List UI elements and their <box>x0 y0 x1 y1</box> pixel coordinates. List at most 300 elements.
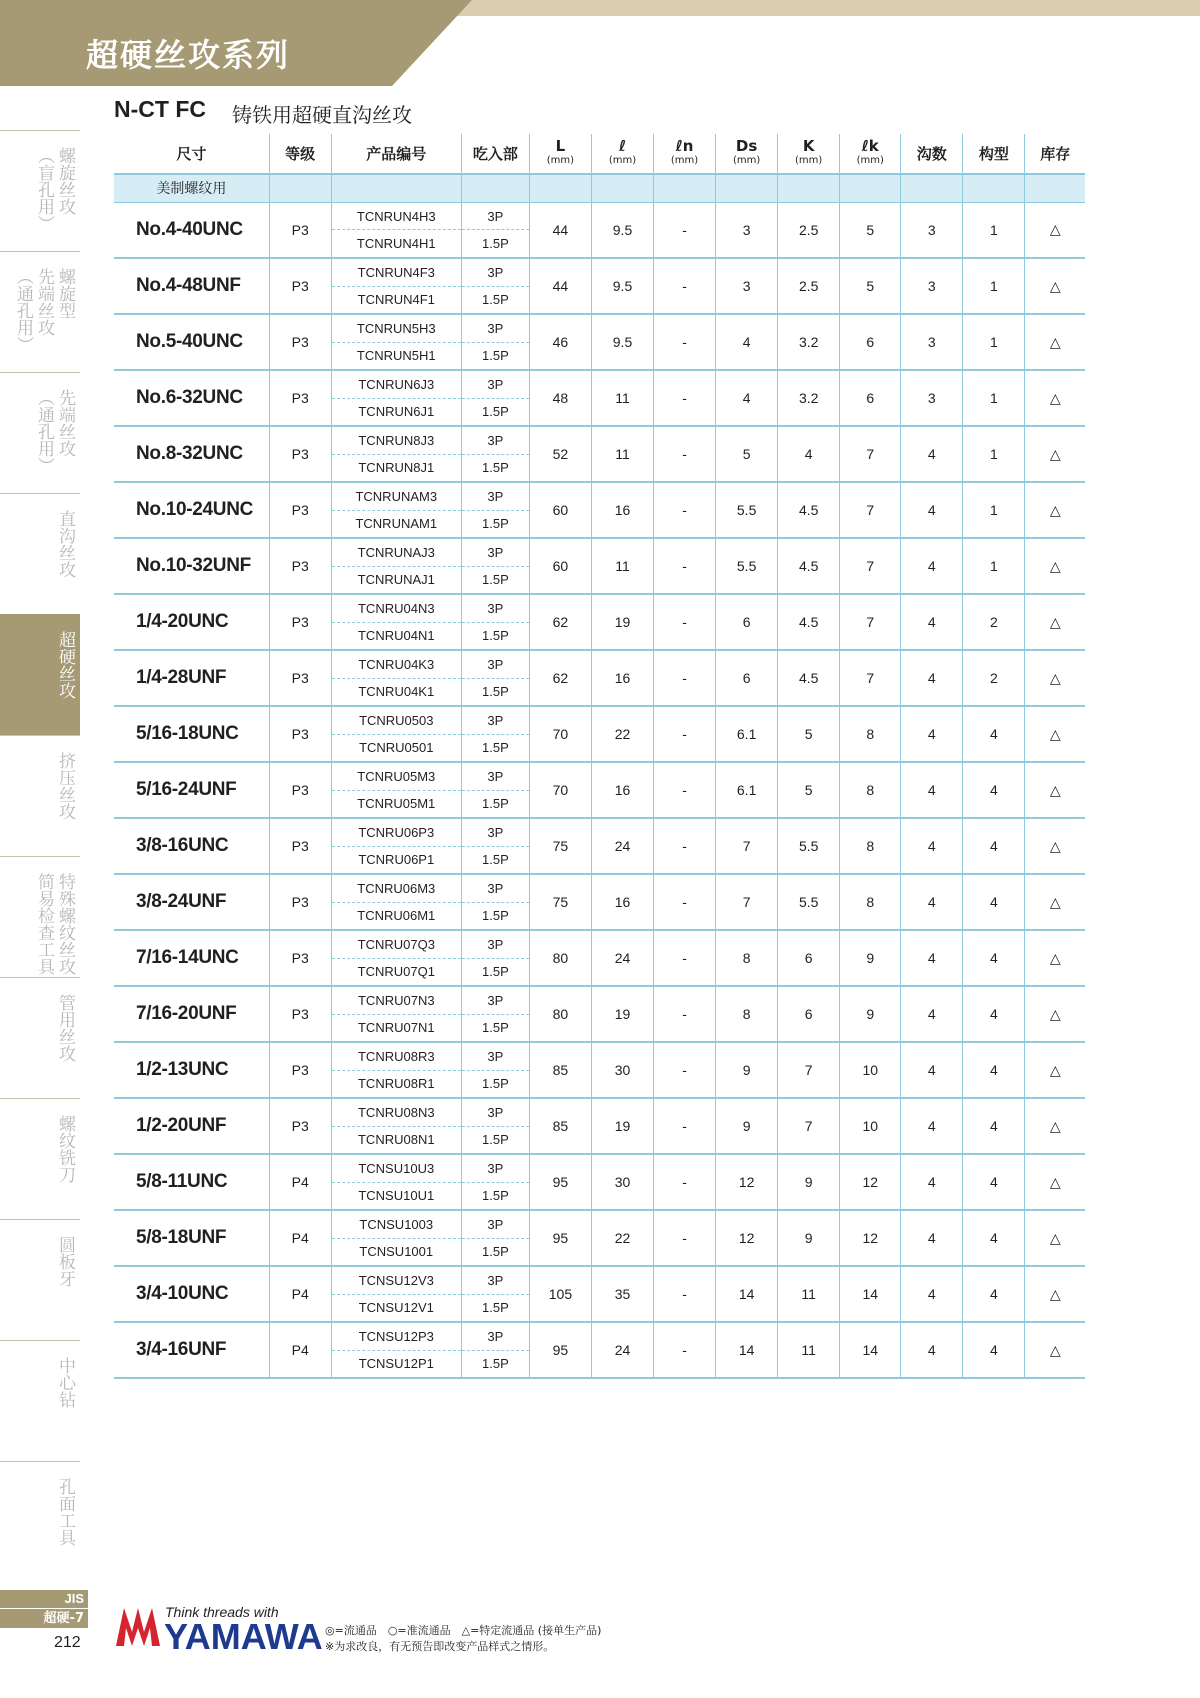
sidebar-item-label: 简易检查工具 <box>34 873 54 975</box>
table-row <box>114 874 1085 930</box>
ds-cell: 9 <box>716 1098 778 1154</box>
product-code-cell <box>331 426 461 482</box>
column-header-unit: (mm) <box>546 155 575 166</box>
ln-cell: - <box>654 258 716 314</box>
l-cell: 95 <box>529 1210 591 1266</box>
chamfer-cell <box>461 482 529 538</box>
column-header-unit: (mm) <box>608 155 637 166</box>
table-row <box>114 986 1085 1042</box>
k-cell: 9 <box>778 1154 840 1210</box>
product-code-cell <box>331 538 461 594</box>
l-cell: 19 <box>591 1098 653 1154</box>
chamfer-cell-value: 3P <box>462 1043 529 1071</box>
grade-cell: P4 <box>269 1154 331 1210</box>
l-cell: 60 <box>529 538 591 594</box>
k-cell: 2.5 <box>778 258 840 314</box>
product-code-cell-value: TCNRUNAM1 <box>355 516 438 532</box>
chamfer-cell-value: 3P <box>462 1267 529 1295</box>
sidebar-item-label: 挤压丝攻 <box>55 752 75 820</box>
ln-cell: - <box>654 930 716 986</box>
product-code-cell-value: TCNRU06P3 <box>332 819 461 847</box>
chamfer-cell <box>461 1042 529 1098</box>
flutes-cell: 4 <box>901 426 963 482</box>
sidebar-item[interactable] <box>0 614 80 735</box>
column-header-label: L <box>555 137 566 155</box>
chamfer-cell-value: 1.5P <box>482 740 509 756</box>
sidebar-item[interactable] <box>0 372 80 493</box>
type-cell: 4 <box>963 1322 1025 1378</box>
table-row <box>114 202 1085 258</box>
chamfer-cell-value: 1.5P <box>482 404 509 420</box>
sidebar-item[interactable] <box>0 251 80 372</box>
column-header <box>778 134 840 174</box>
stock-cell: △ <box>1025 930 1085 986</box>
ds-cell: 6 <box>716 594 778 650</box>
ds-cell: 3 <box>716 258 778 314</box>
stock-cell: △ <box>1025 258 1085 314</box>
page-title: 超硬丝攻系列 <box>86 36 291 74</box>
sidebar-item-label: 特殊螺纹丝攻 <box>55 873 75 975</box>
size-cell: 1/4-20UNC <box>114 594 269 650</box>
sidebar-item[interactable] <box>0 977 80 1098</box>
l-cell: 75 <box>529 818 591 874</box>
ln-cell: - <box>654 314 716 370</box>
flutes-cell: 4 <box>901 594 963 650</box>
ds-cell: 5.5 <box>716 538 778 594</box>
product-code-cell <box>331 258 461 314</box>
chamfer-cell-value: 3P <box>462 1155 529 1183</box>
column-header <box>963 134 1025 174</box>
chamfer-cell-value: 3P <box>462 1211 529 1239</box>
column-header-label: 等级 <box>285 144 316 163</box>
size-cell: 7/16-14UNC <box>114 930 269 986</box>
grade-cell: P3 <box>269 258 331 314</box>
sidebar-item[interactable] <box>0 1098 80 1219</box>
product-code-cell-value: TCNRUN8J1 <box>358 460 435 476</box>
grade-cell: P3 <box>269 762 331 818</box>
section-label: 超硬-7 <box>0 1609 88 1628</box>
table-row <box>114 1098 1085 1154</box>
ln-cell: - <box>654 594 716 650</box>
type-cell: 4 <box>963 706 1025 762</box>
table-row <box>114 314 1085 370</box>
ds-cell: 6.1 <box>716 762 778 818</box>
k-cell: 5 <box>778 762 840 818</box>
k-cell: 6 <box>778 930 840 986</box>
product-code-cell-value: TCNSU12V1 <box>358 1300 434 1316</box>
k-cell: 4.5 <box>778 594 840 650</box>
chamfer-cell <box>461 986 529 1042</box>
ln-cell: - <box>654 818 716 874</box>
grade-cell: P3 <box>269 314 331 370</box>
column-header-unit: (mm) <box>670 155 699 166</box>
k-cell: 5 <box>778 706 840 762</box>
product-code-cell-value: TCNRU05M1 <box>357 796 436 812</box>
chamfer-cell <box>461 1154 529 1210</box>
product-code-cell-value: TCNRUNAJ3 <box>332 539 461 567</box>
l-cell: 95 <box>529 1322 591 1378</box>
ln-cell: - <box>654 650 716 706</box>
table-row <box>114 818 1085 874</box>
l-cell: 11 <box>591 538 653 594</box>
product-code-cell-value: TCNRU08R3 <box>332 1043 461 1071</box>
sidebar-item-label: 超硬丝攻 <box>55 631 75 699</box>
chamfer-cell-value: 1.5P <box>482 1132 509 1148</box>
column-header-label: 沟数 <box>916 144 947 163</box>
sidebar-item[interactable] <box>0 493 80 614</box>
grade-cell: P3 <box>269 538 331 594</box>
flutes-cell: 4 <box>901 1098 963 1154</box>
l-cell: 44 <box>529 258 591 314</box>
size-cell: 3/4-10UNC <box>114 1266 269 1322</box>
ds-cell: 7 <box>716 818 778 874</box>
table-row <box>114 706 1085 762</box>
chamfer-cell <box>461 706 529 762</box>
l-cell: 95 <box>529 1154 591 1210</box>
sidebar-item[interactable] <box>0 1461 80 1582</box>
table-row <box>114 1210 1085 1266</box>
column-header <box>901 134 963 174</box>
sidebar-item-label: （通孔用） <box>13 268 33 353</box>
type-cell: 1 <box>963 426 1025 482</box>
column-header <box>654 134 716 174</box>
k-cell: 11 <box>778 1266 840 1322</box>
chamfer-cell-value: 3P <box>462 763 529 791</box>
l-cell: 105 <box>529 1266 591 1322</box>
l-cell: 22 <box>591 706 653 762</box>
grade-cell: P3 <box>269 482 331 538</box>
size-cell: 3/8-24UNF <box>114 874 269 930</box>
spec-table <box>114 134 1085 1379</box>
grade-cell: P3 <box>269 202 331 258</box>
lk-cell: 5 <box>840 258 901 314</box>
flutes-cell: 4 <box>901 1042 963 1098</box>
ln-cell: - <box>654 986 716 1042</box>
chamfer-cell-value: 1.5P <box>482 1188 509 1204</box>
table-row <box>114 1266 1085 1322</box>
size-cell: 1/4-28UNF <box>114 650 269 706</box>
sidebar-item-label: 螺旋丝攻 <box>55 147 75 215</box>
ds-cell: 8 <box>716 986 778 1042</box>
k-cell: 2.5 <box>778 202 840 258</box>
grade-cell: P4 <box>269 1210 331 1266</box>
lk-cell: 12 <box>840 1210 901 1266</box>
chamfer-cell-value: 3P <box>462 1099 529 1127</box>
k-cell: 5.5 <box>778 874 840 930</box>
stock-cell: △ <box>1025 594 1085 650</box>
grade-cell: P3 <box>269 1098 331 1154</box>
lk-cell: 7 <box>840 538 901 594</box>
chamfer-cell-value: 3P <box>462 539 529 567</box>
product-code-cell-value: TCNRU08N3 <box>332 1099 461 1127</box>
l-cell: 30 <box>591 1154 653 1210</box>
type-cell: 1 <box>963 370 1025 426</box>
product-code-cell-value: TCNRUN4F1 <box>357 292 435 308</box>
grade-cell: P3 <box>269 986 331 1042</box>
chamfer-cell-value: 1.5P <box>482 964 509 980</box>
sidebar-item-label: 先端丝攻 <box>34 268 54 336</box>
column-header <box>1025 134 1085 174</box>
chamfer-cell-value: 1.5P <box>482 292 509 308</box>
sidebar-item[interactable] <box>0 856 80 977</box>
stock-cell: △ <box>1025 1210 1085 1266</box>
column-header <box>331 134 461 174</box>
l-cell: 48 <box>529 370 591 426</box>
type-cell: 1 <box>963 482 1025 538</box>
grade-cell: P3 <box>269 706 331 762</box>
chamfer-cell-value: 1.5P <box>482 1244 509 1260</box>
l-cell: 24 <box>591 1322 653 1378</box>
product-code-cell-value: TCNSU1003 <box>332 1211 461 1239</box>
size-cell: No.10-32UNF <box>114 538 269 594</box>
chamfer-cell-value: 3P <box>462 875 529 903</box>
l-cell: 80 <box>529 986 591 1042</box>
l-cell: 11 <box>591 426 653 482</box>
product-code-cell <box>331 202 461 258</box>
ds-cell: 12 <box>716 1154 778 1210</box>
table-row <box>114 1154 1085 1210</box>
sidebar-item[interactable] <box>0 1340 80 1461</box>
type-cell: 1 <box>963 202 1025 258</box>
grade-cell: P3 <box>269 650 331 706</box>
sidebar-item-label: 孔面工具 <box>55 1478 75 1546</box>
type-cell: 2 <box>963 650 1025 706</box>
ln-cell: - <box>654 874 716 930</box>
flutes-cell: 4 <box>901 650 963 706</box>
flutes-cell: 4 <box>901 762 963 818</box>
product-code-cell <box>331 482 461 538</box>
size-cell: 5/16-18UNC <box>114 706 269 762</box>
lk-cell: 10 <box>840 1042 901 1098</box>
type-cell: 1 <box>963 258 1025 314</box>
chamfer-cell <box>461 930 529 986</box>
chamfer-cell-value: 1.5P <box>482 628 509 644</box>
product-code-cell <box>331 1322 461 1378</box>
chamfer-cell <box>461 874 529 930</box>
column-header-label: Ds <box>735 137 758 155</box>
lk-cell: 12 <box>840 1154 901 1210</box>
stock-cell: △ <box>1025 426 1085 482</box>
type-cell: 4 <box>963 1098 1025 1154</box>
l-cell: 85 <box>529 1098 591 1154</box>
chamfer-cell <box>461 762 529 818</box>
stock-cell: △ <box>1025 314 1085 370</box>
k-cell: 11 <box>778 1322 840 1378</box>
type-cell: 1 <box>963 314 1025 370</box>
l-cell: 16 <box>591 874 653 930</box>
flutes-cell: 4 <box>901 1322 963 1378</box>
size-cell: No.4-48UNF <box>114 258 269 314</box>
size-cell: 1/2-13UNC <box>114 1042 269 1098</box>
flutes-cell: 3 <box>901 370 963 426</box>
ln-cell: - <box>654 1266 716 1322</box>
size-cell: No.10-24UNC <box>114 482 269 538</box>
table-row <box>114 1322 1085 1378</box>
column-header-label: 库存 <box>1040 144 1071 163</box>
k-cell: 4.5 <box>778 482 840 538</box>
product-code-cell-value: TCNRUN4H1 <box>356 236 436 251</box>
column-header-label: 产品编号 <box>366 144 427 163</box>
stock-cell: △ <box>1025 202 1085 258</box>
flutes-cell: 4 <box>901 986 963 1042</box>
column-header-label: K <box>802 137 815 155</box>
product-code-cell-value: TCNSU12V3 <box>332 1267 461 1295</box>
ds-cell: 5 <box>716 426 778 482</box>
ds-cell: 14 <box>716 1266 778 1322</box>
stock-legend: ◎=流通品 ○=准流通品 △=特定流通品 (接单生产品) <box>325 1624 602 1637</box>
product-code-cell-value: TCNRUN4F3 <box>332 259 461 287</box>
lk-cell: 7 <box>840 594 901 650</box>
grade-cell: P3 <box>269 426 331 482</box>
product-code-cell-value: TCNSU10U3 <box>332 1155 461 1183</box>
k-cell: 6 <box>778 986 840 1042</box>
table-header-row <box>114 134 1085 174</box>
type-cell: 4 <box>963 762 1025 818</box>
l-cell: 44 <box>529 202 591 258</box>
lk-cell: 9 <box>840 986 901 1042</box>
ln-cell: - <box>654 1210 716 1266</box>
l-cell: 35 <box>591 1266 653 1322</box>
product-code-cell-value: TCNRU07Q1 <box>357 964 435 980</box>
product-code-cell-value: TCNRU07Q3 <box>332 931 461 959</box>
product-code-cell-value: TCNRUN5H1 <box>356 348 436 364</box>
chamfer-cell-value: 1.5P <box>482 348 509 364</box>
sidebar-item-label: 直沟丝攻 <box>55 510 75 578</box>
type-cell: 4 <box>963 874 1025 930</box>
product-code-cell <box>331 762 461 818</box>
ln-cell: - <box>654 1042 716 1098</box>
category-row <box>114 174 1085 202</box>
lk-cell: 8 <box>840 874 901 930</box>
product-code-cell-value: TCNSU10U1 <box>358 1188 435 1204</box>
chamfer-cell-value: 3P <box>462 1323 529 1351</box>
product-code-cell-value: TCNSU1001 <box>359 1244 434 1260</box>
chamfer-cell <box>461 538 529 594</box>
sidebar-item[interactable] <box>0 1219 80 1340</box>
notice-text: ※为求改良，有无预告即改变产品样式之情形。 <box>325 1640 555 1653</box>
l-cell: 9.5 <box>591 258 653 314</box>
chamfer-cell-value: 1.5P <box>482 516 509 532</box>
size-cell: 7/16-20UNF <box>114 986 269 1042</box>
lk-cell: 8 <box>840 762 901 818</box>
jis-label: JIS <box>0 1590 88 1608</box>
product-code-cell-value: TCNRU04K1 <box>358 684 435 700</box>
sidebar-item-label: 管用丝攻 <box>55 994 75 1062</box>
stock-cell: △ <box>1025 1266 1085 1322</box>
product-code-cell-value: TCNRUN4H3 <box>332 203 461 231</box>
size-cell: 1/2-20UNF <box>114 1098 269 1154</box>
product-code-cell-value: TCNRU07N1 <box>357 1020 435 1036</box>
table-row <box>114 482 1085 538</box>
lk-cell: 5 <box>840 202 901 258</box>
flutes-cell: 4 <box>901 930 963 986</box>
chamfer-cell <box>461 314 529 370</box>
k-cell: 7 <box>778 1042 840 1098</box>
l-cell: 75 <box>529 874 591 930</box>
ln-cell: - <box>654 202 716 258</box>
chamfer-cell-value: 1.5P <box>482 1300 509 1316</box>
ds-cell: 6 <box>716 650 778 706</box>
k-cell: 3.2 <box>778 314 840 370</box>
product-code-cell-value: TCNRU0501 <box>359 740 434 756</box>
sidebar-item-label: 中心钻 <box>55 1357 75 1408</box>
sidebar-item-label: 螺旋型 <box>55 268 75 319</box>
column-header <box>716 134 778 174</box>
size-cell: 5/16-24UNF <box>114 762 269 818</box>
chamfer-cell-value: 3P <box>462 819 529 847</box>
sidebar-item[interactable] <box>0 735 80 856</box>
flutes-cell: 4 <box>901 818 963 874</box>
product-code-cell-value: TCNRU06M3 <box>332 875 461 903</box>
lk-cell: 6 <box>840 370 901 426</box>
type-cell: 4 <box>963 1266 1025 1322</box>
stock-cell: △ <box>1025 986 1085 1042</box>
product-code-cell-value: TCNRU08R1 <box>357 1076 435 1092</box>
lk-cell: 10 <box>840 1098 901 1154</box>
chamfer-cell <box>461 1098 529 1154</box>
page-number: 212 <box>54 1634 81 1651</box>
column-header <box>461 134 529 174</box>
product-code-cell <box>331 874 461 930</box>
grade-cell: P3 <box>269 874 331 930</box>
table-row <box>114 370 1085 426</box>
table-row <box>114 1042 1085 1098</box>
column-header <box>269 134 331 174</box>
product-code-cell <box>331 1266 461 1322</box>
stock-cell: △ <box>1025 482 1085 538</box>
stock-cell: △ <box>1025 538 1085 594</box>
column-header-unit: (mm) <box>732 155 761 166</box>
chamfer-cell-value: 3P <box>462 259 529 287</box>
grade-cell: P4 <box>269 1266 331 1322</box>
table-row <box>114 426 1085 482</box>
lk-cell: 14 <box>840 1322 901 1378</box>
size-cell: 5/8-18UNF <box>114 1210 269 1266</box>
stock-cell: △ <box>1025 1098 1085 1154</box>
ds-cell: 12 <box>716 1210 778 1266</box>
flutes-cell: 4 <box>901 874 963 930</box>
column-header-label: 构型 <box>978 144 1009 163</box>
l-cell: 16 <box>591 762 653 818</box>
ds-cell: 3 <box>716 202 778 258</box>
sidebar-item-label: （通孔用） <box>34 389 54 474</box>
product-code-cell <box>331 1154 461 1210</box>
chamfer-cell <box>461 594 529 650</box>
grade-cell: P3 <box>269 594 331 650</box>
chamfer-cell <box>461 1210 529 1266</box>
k-cell: 4.5 <box>778 538 840 594</box>
product-code-cell-value: TCNRU05M3 <box>332 763 461 791</box>
product-description: 铸铁用超硬直沟丝攻 <box>232 103 412 127</box>
ln-cell: - <box>654 538 716 594</box>
flutes-cell: 4 <box>901 482 963 538</box>
l-cell: 16 <box>591 650 653 706</box>
l-cell: 24 <box>591 818 653 874</box>
product-code-cell <box>331 314 461 370</box>
chamfer-cell <box>461 1322 529 1378</box>
ds-cell: 7 <box>716 874 778 930</box>
chamfer-cell-value: 1.5P <box>482 796 509 812</box>
chamfer-cell-value: 3P <box>462 315 529 343</box>
column-header <box>529 134 591 174</box>
l-cell: 62 <box>529 650 591 706</box>
flutes-cell: 3 <box>901 258 963 314</box>
type-cell: 1 <box>963 538 1025 594</box>
column-header-unit: (mm) <box>856 155 884 166</box>
chamfer-cell-value: 3P <box>462 707 529 735</box>
category-label: 美制螺纹用 <box>114 174 269 202</box>
sidebar-item[interactable] <box>0 130 80 251</box>
